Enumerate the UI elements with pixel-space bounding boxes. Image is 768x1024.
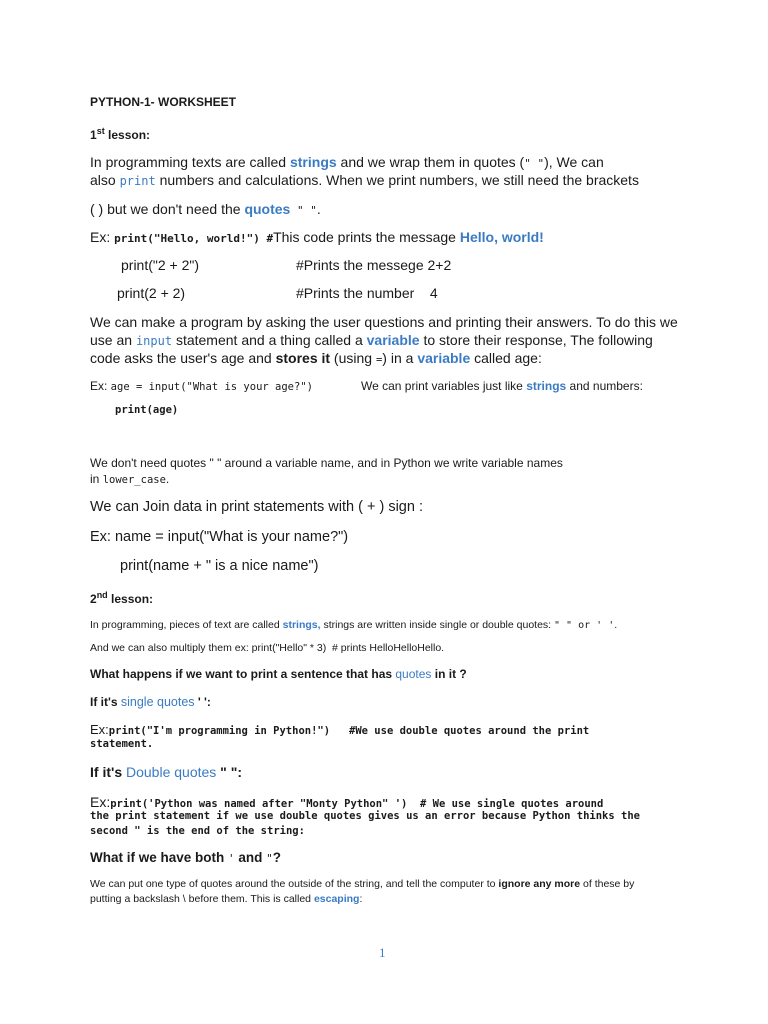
variable-names-line-1: We don't need quotes " " around a variable name, and in Python we write variable names — [90, 456, 563, 470]
ex-label: Ex: — [90, 379, 111, 393]
text-span: We can print variables just like — [361, 379, 527, 393]
text-span: strings are written inside single or double quotes: — [320, 619, 555, 631]
text-span: ) in a — [382, 350, 418, 366]
double-quotes-heading — [90, 764, 242, 780]
code-lower-case: lower_case — [102, 474, 166, 486]
single-quotes-example-cont: statement. — [90, 738, 154, 750]
keyword-strings: strings — [289, 154, 337, 170]
keyword-strings: strings, — [282, 619, 321, 631]
double-quotes-example-cont-2: second " is the end of the string: — [90, 825, 305, 837]
text-span: This code prints the message — [273, 229, 460, 245]
text-span: called age: — [470, 350, 542, 366]
code-single-quote: ' — [228, 852, 235, 865]
example-print-number-comment: #Prints the number 4 — [296, 285, 438, 301]
keyword-quotes: quotes — [395, 667, 432, 681]
lesson-1-para-line-1 — [90, 154, 604, 170]
text-span: code asks the user's age and — [90, 350, 276, 366]
variable-names-line-2 — [90, 472, 169, 486]
single-quotes-example — [90, 722, 589, 737]
example-print-string: print("2 + 2") — [121, 257, 200, 273]
text-span: ? — [272, 850, 282, 865]
example-input-age-note — [361, 379, 643, 393]
lesson-label: lesson: — [107, 592, 154, 606]
keyword-stores-it: stores it — [275, 350, 331, 366]
text-span: If it's — [90, 764, 126, 780]
text-span: putting a backslash \ before them. This is called — [90, 893, 314, 905]
text-span: use an — [90, 332, 136, 348]
text-span: In programming texts are called — [90, 154, 290, 170]
text-span: to store their response, The following — [419, 332, 653, 348]
both-quotes-heading — [90, 850, 281, 865]
lesson-label: lesson: — [104, 128, 151, 142]
ex-label: Ex: — [90, 722, 109, 737]
double-quotes-example — [90, 794, 603, 810]
lesson-number: 1 — [90, 128, 97, 142]
code-print: print — [119, 174, 156, 188]
text-span: and numbers: — [566, 379, 643, 393]
text-span: ( ) but we don't need the — [90, 201, 245, 217]
text-span: in — [90, 472, 103, 486]
code-quotes: " " — [290, 204, 317, 217]
code-quotes: " " — [524, 157, 545, 170]
lesson-1-para-line-2 — [90, 172, 639, 188]
example-print-string-comment: #Prints the messege 2+2 — [296, 257, 452, 273]
keyword-variable: variable — [417, 350, 471, 366]
text-span: also — [90, 172, 120, 188]
lesson-1-input-line-3 — [90, 350, 542, 366]
text-span: in it ? — [431, 667, 467, 681]
code-equals: = — [375, 354, 383, 366]
lesson-1-input-line-2 — [90, 332, 653, 348]
example-print-number: print(2 + 2) — [117, 285, 186, 301]
lesson-2-heading — [90, 590, 153, 606]
page-number: 1 — [379, 945, 386, 960]
lesson-1-heading — [90, 126, 150, 142]
text-span: What happens if we want to print a sentence that has — [90, 667, 396, 681]
join-data-line: We can Join data in print statements with ( + ) sign : — [90, 499, 423, 515]
text-span: If it's — [90, 695, 121, 709]
lesson-2-para-2: And we can also multiply them ex: print("Hello" * 3) # prints HelloHelloHello. — [90, 642, 445, 654]
keyword-escaping: escaping — [313, 893, 360, 905]
code-quotes: " " or ' ' — [554, 620, 615, 631]
example-name-input: Ex: name = input("What is your name?") — [90, 529, 349, 545]
code-double-quote-example: print("I'm programming in Python!") #We use double quotes around the print — [108, 725, 590, 737]
keyword-ignore: ignore any more — [498, 878, 581, 890]
page-title: PYTHON-1- WORKSHEET — [90, 95, 237, 109]
text-span: numbers and calculations. When we print numbers, we still need the brackets — [155, 172, 639, 188]
escaping-line-1 — [90, 878, 634, 890]
text-span: " ": — [216, 764, 243, 780]
code-double-quote: " — [266, 852, 273, 865]
code-single-quote-example: print('Python was named after "Monty Python" ') # We use single quotes around — [110, 798, 604, 810]
example-input-age — [90, 379, 313, 393]
lesson-2-para-1 — [90, 619, 617, 631]
text-span: . — [614, 619, 618, 631]
keyword-hello-world: Hello, world! — [459, 229, 544, 245]
text-span: . — [316, 201, 321, 217]
text-span: In programming, pieces of text are called — [90, 619, 283, 631]
keyword-double-quotes: Double quotes — [126, 764, 217, 780]
text-span: of these by — [580, 878, 635, 890]
double-quotes-example-cont-1: the print statement if we use double quotes gives us an error because Python thinks the — [90, 810, 640, 822]
text-span: and we wrap them in quotes ( — [336, 154, 525, 170]
lesson-number: 2 — [90, 592, 97, 606]
text-span: We can put one type of quotes around the outside of the string, and tell the computer to — [90, 878, 499, 890]
question-quotes-heading — [90, 667, 467, 681]
text-span: and — [234, 850, 267, 865]
ex-label: Ex: — [90, 794, 111, 810]
text-span: ), We can — [544, 154, 604, 170]
single-quotes-heading — [90, 695, 211, 709]
lesson-superscript: st — [96, 126, 105, 136]
ex-label: Ex: — [90, 229, 115, 245]
lesson-1-input-line-1: We can make a program by asking the user questions and printing their answers. To do this we — [90, 314, 678, 330]
lesson-superscript: nd — [96, 590, 108, 600]
keyword-strings: strings — [526, 379, 567, 393]
example-print-age: print(age) — [115, 404, 179, 416]
code-input-age: age = input("What is your age?") — [110, 381, 313, 393]
text-span: : — [359, 893, 363, 905]
text-span: ' ': — [194, 695, 211, 709]
keyword-single-quotes: single quotes — [120, 695, 195, 709]
escaping-line-2 — [90, 893, 362, 905]
text-span: (using — [330, 350, 376, 366]
text-span: . — [165, 472, 170, 486]
keyword-quotes: quotes — [244, 201, 291, 217]
code-print-hello: print("Hello, world!") # — [114, 232, 274, 245]
example-name-print: print(name + " is a nice name") — [120, 558, 319, 574]
lesson-1-para-line-3 — [90, 201, 321, 217]
keyword-variable: variable — [366, 332, 420, 348]
code-input: input — [135, 334, 173, 348]
text-span: statement and a thing called a — [172, 332, 367, 348]
example-hello-world — [90, 229, 544, 245]
text-span: What if we have both — [90, 850, 229, 865]
